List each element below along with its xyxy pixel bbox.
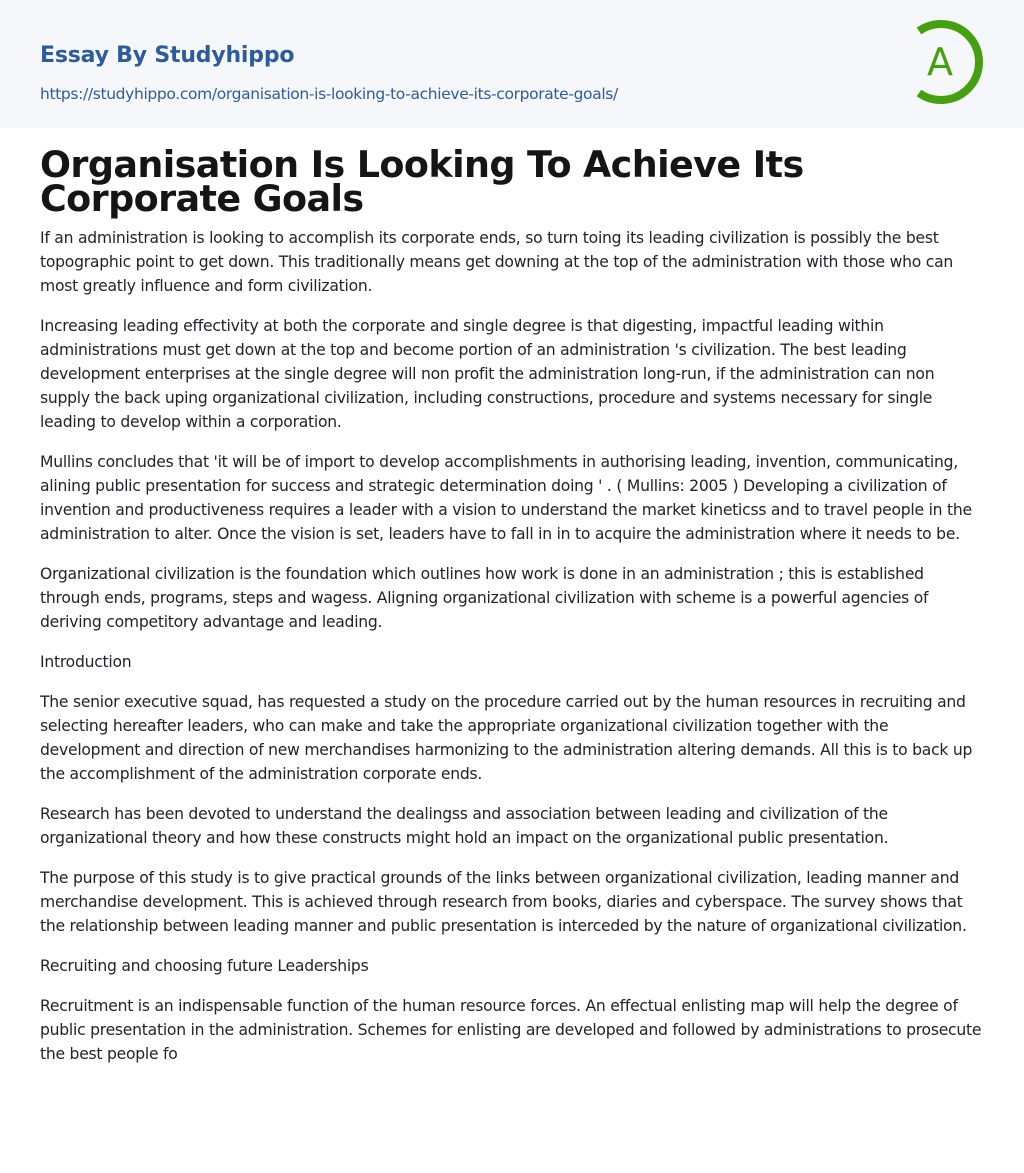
paragraph-5: The senior executive squad, has requested a study on the procedure carried out by the human resources in recruiting and selecting hereafter leaders, who can make and take the appropriate organizational civilization together with the development and direction of new merchandises harmonizing to the administration altering demands. All this is to back up the accomplishment of the administration corporate ends. [40,693,973,783]
paragraph-2: Increasing leading effectivity at both the corporate and single degree is that digesting, impactful leading within administrations must get down at the top and become portion of an administration 's civilization. The best leading development enterprises at the single degree will non profit the administration long-run, if the administration can non supply the back uping organizational civilization, including constructions, procedure and systems necessary for single leading to develop within a corporation. [40,317,935,431]
paragraph-3: Mullins concludes that 'it will be of import to develop accomplishments in authorising leading, invention, communicating, alining public presentation for success and strategic determination doing ' . ( Mullins: 2005 ) Developing a civilization of invention and productiveness requires a leader with a vision to understand the market kineticss and to travel people in the administration to alter. Once the vision is set, leaders have to fall in in to acquire the administration where it needs to be. [40,453,972,543]
section-heading-introduction: Introduction [40,653,132,671]
paragraph-8: Recruitment is an indispensable function of the human resource forces. An effectual enlisting map will help the degree of public presentation in the administration. Schemes for enlisting are developed and followed by administrations to prosecute the best people fo [40,997,982,1063]
svg-text:A: A [927,40,953,84]
brand-title: Essay By Studyhippo [40,43,295,68]
page-title: Organisation Is Looking To Achieve Its Corporate Goals [40,143,804,220]
site-header [0,0,1024,128]
paragraph-4: Organizational civilization is the foundation which outlines how work is done in an administration ; this is established through ends, programs, steps and wagess. Aligning organizational civilization with scheme is a powerful agencies of deriving competitory advantage and leading. [40,565,929,631]
article [0,128,1024,1066]
source-url-link[interactable]: https://studyhippo.com/organisation-is-looking-to-achieve-its-corporate-goals/ [40,85,618,103]
paragraph-1: If an administration is looking to accomplish its corporate ends, so turn toing its leading civilization is possibly the best topographic point to get down. This traditionally means get downing at the top of the administration with those who can most greatly influence and form civilization. [40,229,954,295]
studyhippo-a-logo-icon[interactable] [905,18,989,106]
section-heading-recruiting: Recruiting and choosing future Leaderships [40,957,369,975]
paragraph-6: Research has been devoted to understand the dealingss and association between leading and civilization of the organizational theory and how these constructs might hold an impact on the organizational public presentation. [40,805,889,847]
paragraph-7: The purpose of this study is to give practical grounds of the links between organizational civilization, leading manner and merchandise development. This is achieved through research from books, diaries and cyberspace. The survey shows that the relationship between leading manner and public presentation is interceded by the nature of organizational civilization. [40,869,967,935]
